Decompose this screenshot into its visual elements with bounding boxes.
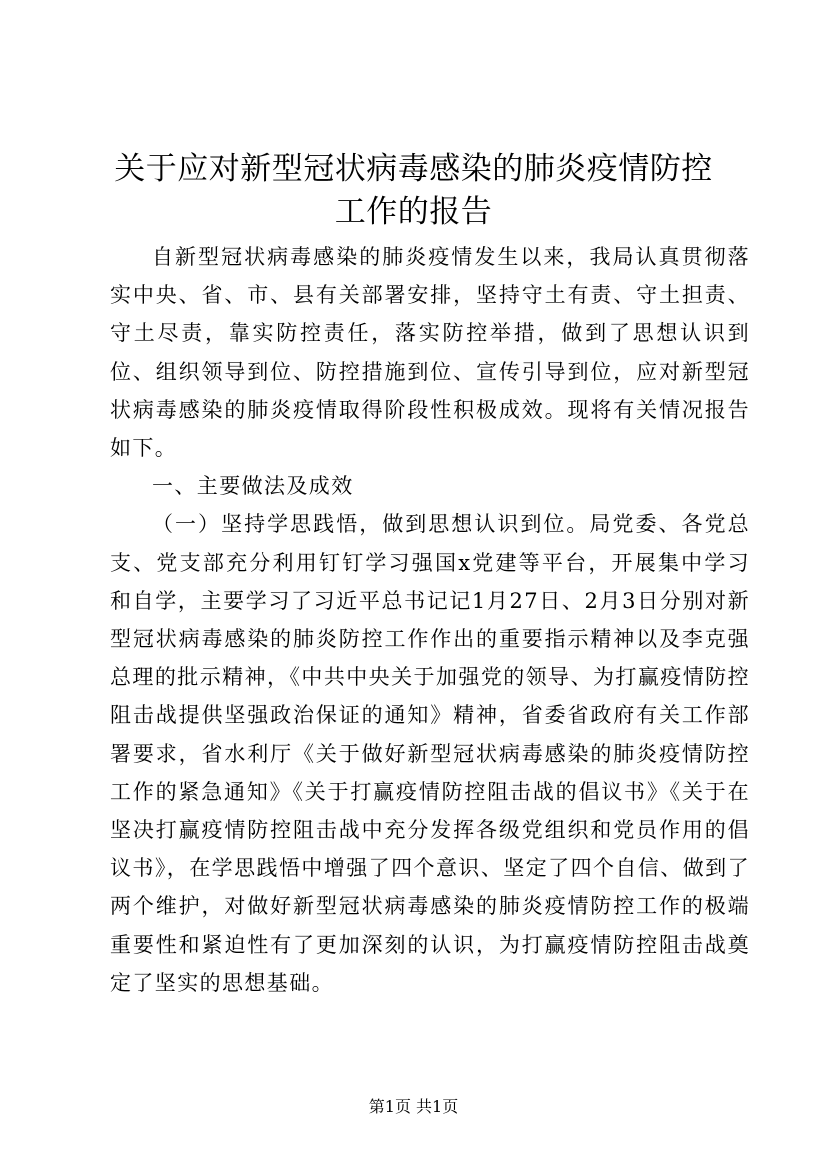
document-title: 关于应对新型冠状病毒感染的肺炎疫情防控工作的报告 <box>114 151 713 230</box>
document-body <box>110 238 750 1002</box>
page-footer: 第1页 共1页 <box>368 1097 459 1116</box>
section-heading: 一、主要做法及成效 <box>152 474 354 499</box>
paragraph-section-1: （一）坚持学思践悟，做到思想认识到位。局党委、各党总支、党支部充分利用钉钉学习强国x党建等平台，开展集中学习和自学，主要学习了习近平总书记记1月27日、2月3日分别对新型冠状病毒感染的肺炎防控工作作出的重要指示精神以及李克强总理的批示精神，《中共中央关于加强党的领导、为打赢疫情防控阻击战提供坚强政治保证的通知》精神，省委省政府有关工作部署要求，省水利厅《关于做好新型冠状病毒感染的肺炎疫情防控工作的紧急通知》《关于打赢疫情防控阻击战的倡议书》《关于在坚决打赢疫情防控阻击战中充分发挥各级党组织和党员作用的倡议书》，在学思践悟中增强了四个意识、坚定了四个自信、做到了两个维护，对做好新型冠状病毒感染的肺炎疫情防控工作的极端重要性和紧迫性有了更加深刻的认识，为打赢疫情防控阻击战奠定了坚实的思想基础。 <box>110 512 750 995</box>
paragraph-intro: 自新型冠状病毒感染的肺炎疫情发生以来，我局认真贯彻落实中央、省、市、县有关部署安排，坚持守土有责、守土担责、守土尽责，靠实防控责任，落实防控举措，做到了思想认识到位、组织领导到位、防控措施到位、宣传引导到位，应对新型冠状病毒感染的肺炎疫情取得阶段性积极成效。现将有关情况报告如下。 <box>110 245 750 461</box>
